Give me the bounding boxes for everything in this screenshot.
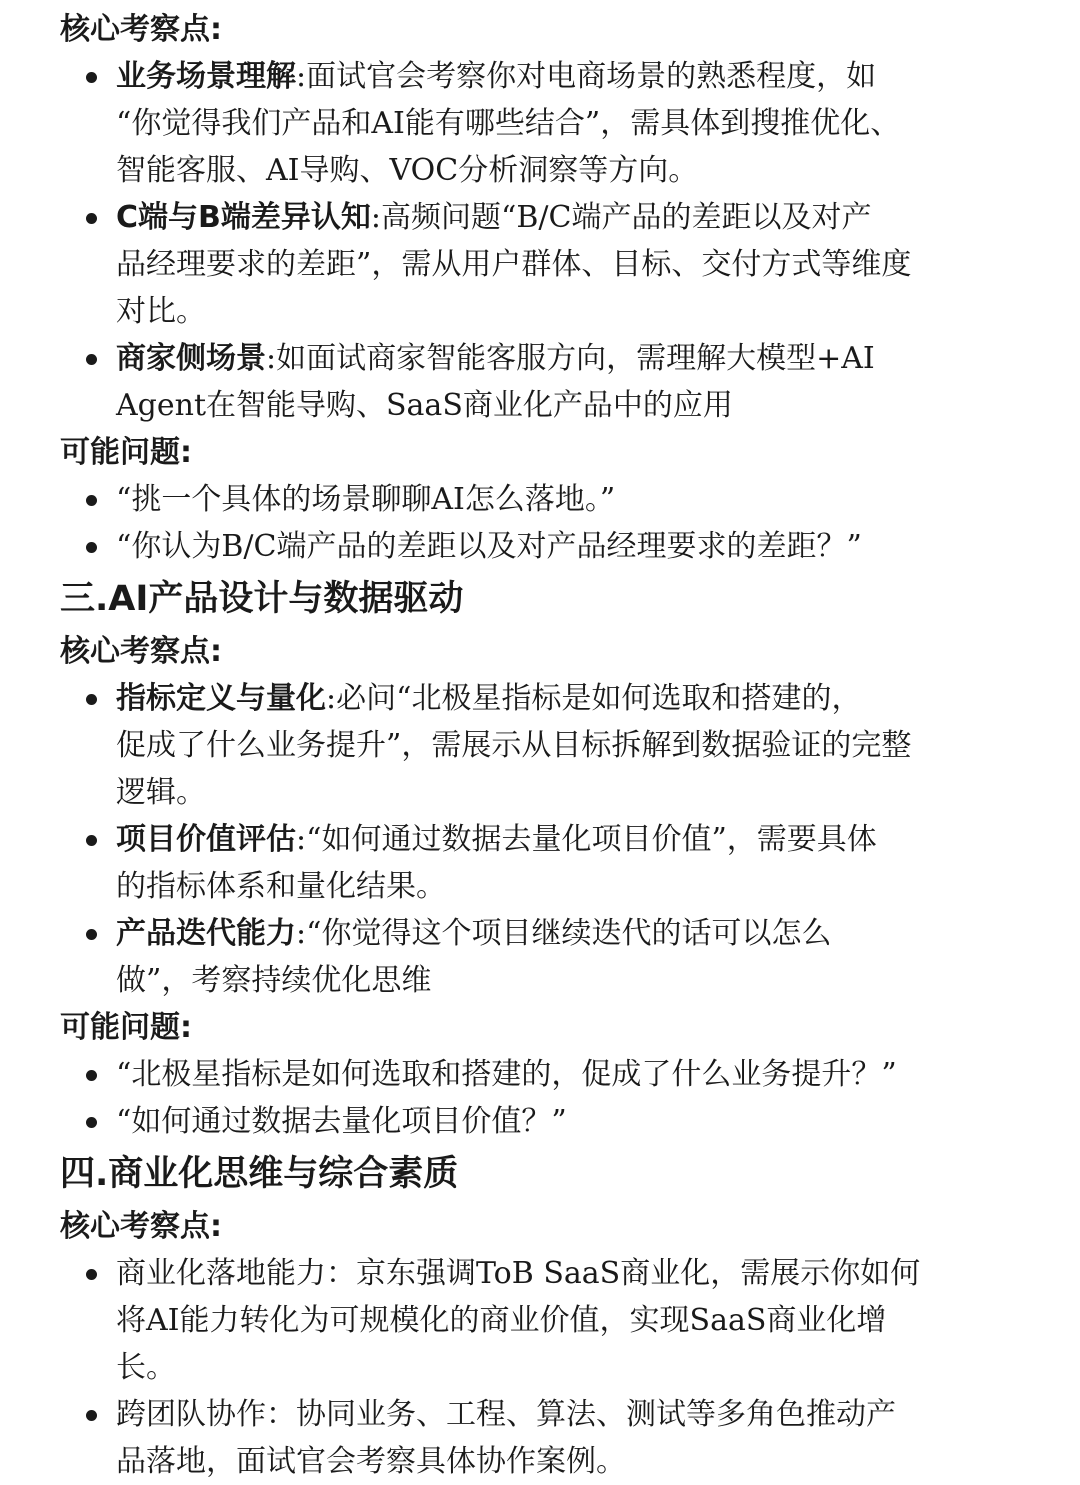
core-points-label: 核心考察点: (60, 1209, 222, 1244)
list-item: “挑一个具体的场景聊聊AI怎么落地。” (60, 476, 1020, 523)
bullet-icon (86, 694, 97, 705)
bullet-icon (86, 495, 97, 506)
core-points-label: 核心考察点: (60, 634, 222, 669)
list-item: C端与B端差异认知:高频问题“B/C端产品的差距以及对产 品经理要求的差距”，需从用户群体、目标、交付方式等维度 对比。 (60, 194, 1020, 335)
bullet-icon (86, 542, 97, 553)
core-points-list (60, 1250, 1020, 1485)
list-item: 商业化落地能力：京东强调ToB SaaS商业化，需展示你如何 将AI能力转化为可规模化的商业价值，实现SaaS商业化增 长。 (60, 1250, 1020, 1391)
list-item: 跨团队协作：协同业务、工程、算法、测试等多角色推动产 品落地，面试官会考察具体协作案例。 (60, 1391, 1020, 1485)
list-item: 业务场景理解:面试官会考察你对电商场景的熟悉程度，如 “你觉得我们产品和AI能有哪些结合”，需具体到搜推优化、 智能客服、AI导购、VOC分析洞察等方向。 (60, 53, 1020, 194)
bullet-icon (86, 1117, 97, 1128)
bullet-icon (86, 354, 97, 365)
core-points-list (60, 675, 1020, 1004)
list-item: 商家侧场景:如面试商家智能客服方向，需理解大模型+AI Agent在智能导购、SaaS商业化产品中的应用 (60, 335, 1020, 429)
section-heading: 四.商业化思维与综合素质 (60, 1154, 459, 1194)
possible-questions-label: 可能问题: (60, 435, 192, 470)
bullet-icon (86, 72, 97, 83)
possible-questions-list (60, 1051, 1020, 1145)
bullet-icon (86, 1410, 97, 1421)
list-item: 指标定义与量化:必问“北极星指标是如何选取和搭建的， 促成了什么业务提升”，需展示从目标拆解到数据验证的完整 逻辑。 (60, 675, 1020, 816)
bullet-icon (86, 835, 97, 846)
core-points-label: 核心考察点: (60, 12, 222, 47)
list-item: 产品迭代能力:“你觉得这个项目继续迭代的话可以怎么 做”，考察持续优化思维 (60, 910, 1020, 1004)
bullet-icon (86, 213, 97, 224)
document-page (60, 6, 1020, 1485)
list-item: “如何通过数据去量化项目价值？” (60, 1098, 1020, 1145)
possible-questions-label: 可能问题: (60, 1010, 192, 1045)
bullet-icon (86, 929, 97, 940)
list-item: “北极星指标是如何选取和搭建的，促成了什么业务提升？” (60, 1051, 1020, 1098)
core-points-list (60, 53, 1020, 429)
bullet-icon (86, 1269, 97, 1280)
list-item: 项目价值评估:“如何通过数据去量化项目价值”，需要具体 的指标体系和量化结果。 (60, 816, 1020, 910)
section-heading: 三.AI产品设计与数据驱动 (60, 579, 464, 619)
possible-questions-list (60, 476, 1020, 570)
list-item: “你认为B/C端产品的差距以及对产品经理要求的差距？” (60, 523, 1020, 570)
bullet-icon (86, 1070, 97, 1081)
